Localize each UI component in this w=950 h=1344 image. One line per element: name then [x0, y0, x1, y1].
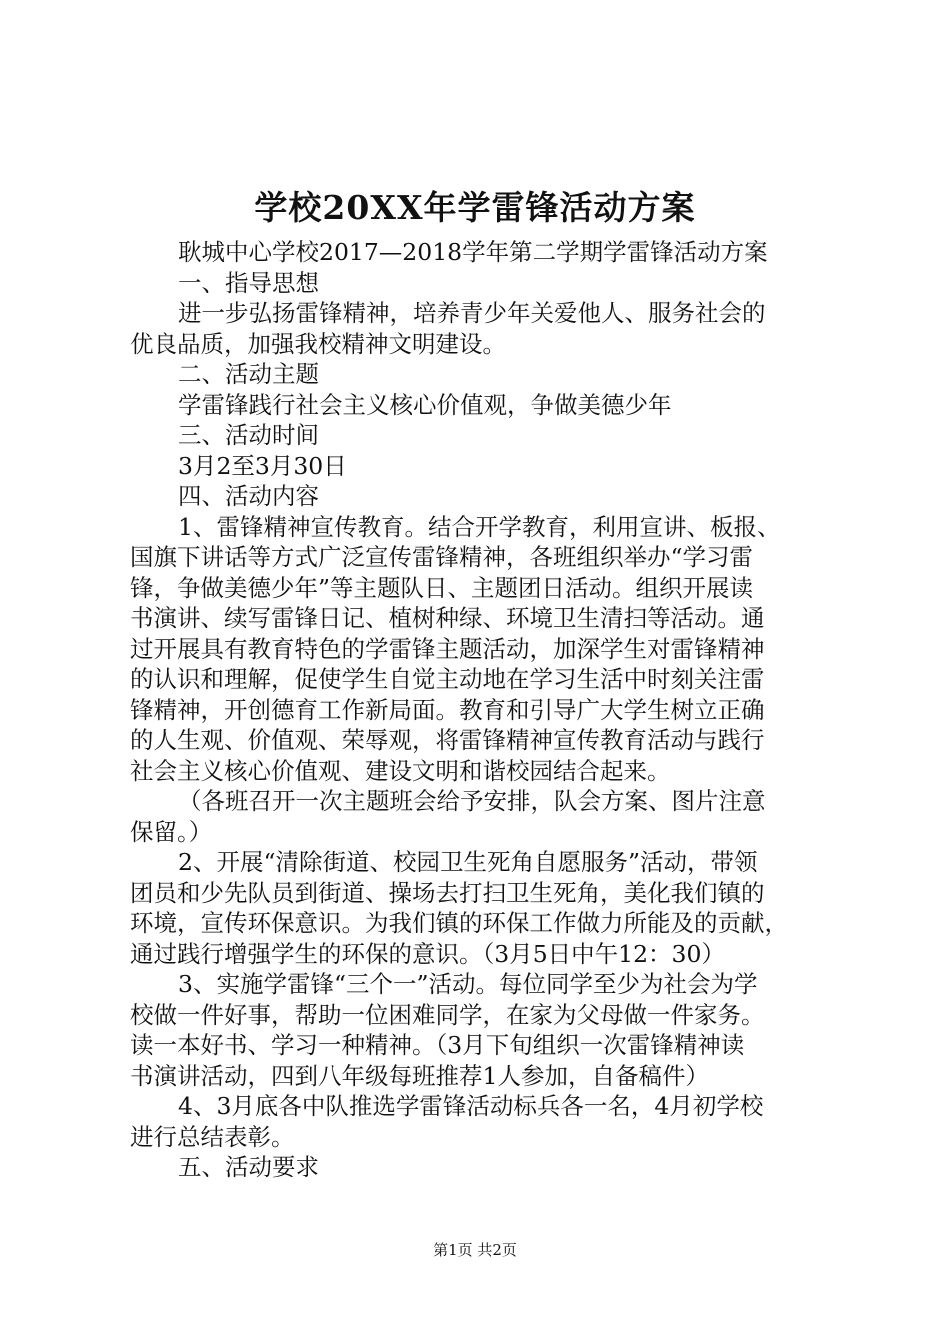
paragraph-line: 1、雷锋精神宣传教育。结合开学教育，利用宣讲、板报、	[178, 512, 781, 541]
section-heading: 五、活动要求	[178, 1153, 319, 1181]
paragraph-line: 团员和少先队员到街道、操场去打扫卫生死角，美化我们镇的	[130, 878, 765, 907]
paragraph-line: 校做一件好事，帮助一位困难同学，在家为父母做一件家务。	[130, 1000, 765, 1029]
paragraph-line: 的认识和理解，促使学生自觉主动地在学习生活中时刻关注雷	[130, 665, 765, 693]
paragraph-line: （各班召开一次主题班会给予安排，队会方案、图片注意	[178, 787, 766, 815]
paragraph-line: 4、3月底各中队推选学雷锋活动标兵各一名，4月初学校	[178, 1092, 764, 1120]
section-heading: 一、指导思想	[178, 268, 319, 297]
paragraph-line: 锋精神，开创德育工作新局面。教育和引导广大学生树立正确	[130, 695, 765, 724]
document-body	[130, 237, 830, 1183]
paragraph-line: 进行总结表彰。	[130, 1122, 295, 1151]
paragraph-line: 国旗下讲话等方式广泛宣传雷锋精神，各班组织举办“学习雷	[130, 543, 754, 571]
paragraph-line: 通过践行增强学生的环保的意识。（3月5日中午12：30）	[130, 939, 725, 968]
subtitle-line: 耿城中心学校2017—2018学年第二学期学雷锋活动方案	[178, 238, 768, 266]
paragraph-line: 2、开展“清除街道、校园卫生死角自愿服务”活动，带领	[178, 848, 758, 876]
section-heading: 二、活动主题	[178, 360, 319, 388]
paragraph-line: 学雷锋践行社会主义核心价值观，争做美德少年	[178, 390, 672, 419]
paragraph-line: 锋，争做美德少年”等主题队日、主题团日活动。组织开展读	[130, 573, 754, 602]
document-title: 学校20XX年学雷锋活动方案	[254, 188, 696, 227]
paragraph-line: 3、实施学雷锋“三个一”活动。每位同学至少为社会为学	[178, 970, 758, 998]
paragraph-line: 过开展具有教育特色的学雷锋主题活动，加深学生对雷锋精神	[130, 634, 765, 663]
page-footer: 第1页 共2页	[433, 1241, 517, 1259]
paragraph-line: 社会主义核心价值观、建设文明和谐校园结合起来。	[130, 756, 671, 785]
paragraph-line: 3月2至3月30日	[178, 451, 347, 480]
paragraph-line: 环境，宣传环保意识。为我们镇的环保工作做力所能及的贡献，	[130, 909, 788, 937]
paragraph-line: 的人生观、价值观、荣辱观，将雷锋精神宣传教育活动与践行	[130, 726, 765, 754]
section-heading: 三、活动时间	[178, 421, 319, 449]
paragraph-line: 优良品质，加强我校精神文明建设。	[130, 329, 506, 358]
paragraph-line: 书演讲、续写雷锋日记、植树种绿、环境卫生清扫等活动。通	[130, 604, 765, 632]
section-heading: 四、活动内容	[178, 482, 319, 510]
paragraph-line: 书演讲活动，四到八年级每班推荐1人参加，自备稿件）	[130, 1061, 709, 1090]
paragraph-line: 保留。）	[130, 817, 213, 846]
paragraph-line: 读一本好书、学习一种精神。（3月下旬组织一次雷锋精神读	[130, 1031, 745, 1059]
paragraph-line: 进一步弘扬雷锋精神，培养青少年关爱他人、服务社会的	[178, 299, 766, 327]
